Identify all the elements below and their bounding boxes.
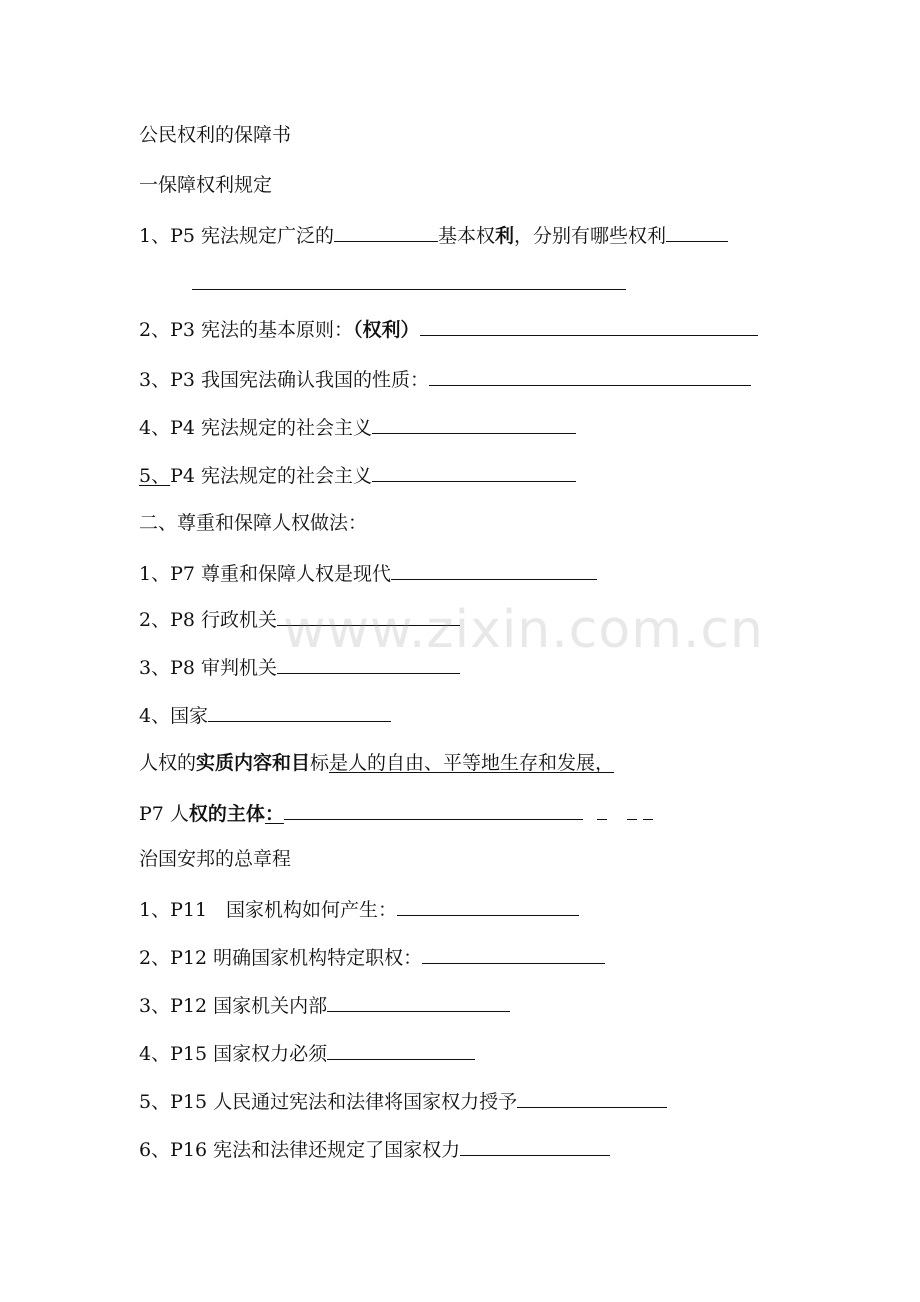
s1-item5: 5、P4 宪法规定的社会主义 <box>139 462 576 489</box>
s3-item3: 3、P12 国家机关内部 <box>139 992 510 1019</box>
watermark: www.zixin.com.cn <box>283 600 764 660</box>
s3-item6: 6、P16 宪法和法律还规定了国家权力 <box>139 1136 610 1163</box>
answer-blank-continuation[interactable] <box>192 289 626 290</box>
s2-item1: 1、P7 尊重和保障人权是现代 <box>139 560 597 587</box>
answer-blank[interactable] <box>391 560 597 580</box>
dash-mark <box>627 800 637 820</box>
answer-blank[interactable] <box>284 800 583 820</box>
s3-item2: 2、P12 明确国家机构特定职权： <box>139 944 605 971</box>
s1-item2: 2、P3 宪法的基本原则：（权利） <box>139 316 758 343</box>
answer-blank[interactable] <box>372 414 576 434</box>
s1-item3: 3、P3 我国宪法确认我国的性质： <box>139 366 751 393</box>
s1-item4: 4、P4 宪法规定的社会主义 <box>139 414 576 441</box>
answer-blank[interactable] <box>666 222 728 242</box>
s3-item5: 5、P15 人民通过宪法和法律将国家权力授予 <box>139 1088 667 1115</box>
s2-item2: 2、P8 行政机关 <box>139 606 460 633</box>
answer-blank[interactable] <box>422 944 605 964</box>
s2-item4: 4、国家 <box>139 702 391 729</box>
answer-blank[interactable] <box>517 1088 667 1108</box>
doc-title: 公民权利的保障书 <box>139 124 292 146</box>
human-rights-statement: 人权的实质内容和目标是人的自由、平等地生存和发展， <box>139 752 615 774</box>
answer-blank[interactable] <box>372 462 576 482</box>
answer-blank[interactable] <box>334 222 438 242</box>
s3-item4: 4、P15 国家权力必须 <box>139 1040 475 1067</box>
dash-mark <box>643 800 653 820</box>
answer-blank[interactable] <box>327 992 510 1012</box>
answer-blank[interactable] <box>327 1040 475 1060</box>
s3-item1: 1、P11 国家机构如何产生： <box>139 896 579 923</box>
section3-heading: 治国安邦的总章程 <box>139 848 292 870</box>
answer-blank[interactable] <box>429 366 751 386</box>
answer-blank[interactable] <box>208 702 391 722</box>
s1-item1: 1、P5 宪法规定广泛的 基本权利，分别有哪些权利 <box>139 222 728 249</box>
answer-blank[interactable] <box>397 896 579 916</box>
answer-blank[interactable] <box>460 1136 610 1156</box>
answer-blank[interactable] <box>420 316 758 336</box>
dash-mark <box>597 800 607 820</box>
section1-heading: 一保障权利规定 <box>139 174 273 196</box>
s2-item3: 3、P8 审判机关 <box>139 654 460 681</box>
section2-heading: 二、尊重和保障人权做法： <box>139 512 368 534</box>
rights-subject-line: P7 人权的主体： <box>139 800 653 827</box>
